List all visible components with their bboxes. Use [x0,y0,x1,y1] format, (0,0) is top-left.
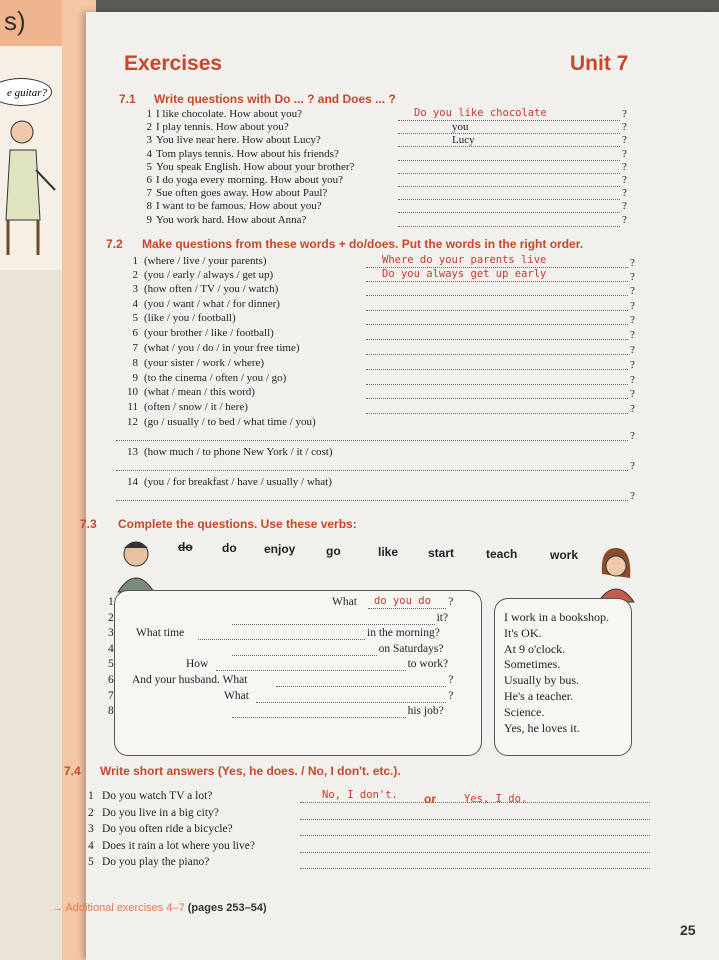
guitarist-illustration [0,110,60,260]
left-page [0,0,96,960]
exercise-heading: Complete the questions. Use these verbs: [118,517,357,531]
verb-option: like [378,544,399,559]
reply-text: He's a teacher. [504,689,574,703]
answer-line[interactable] [116,500,628,501]
question-mark: ? [622,108,627,120]
question-mark: ? [630,285,635,297]
reply-text: Yes, he loves it. [504,720,580,735]
item-number: 4 [88,839,94,852]
unit-tab [0,0,62,46]
item-number: 13 [127,446,138,458]
handwritten-answer: Do you like chocolate [414,107,547,119]
unit-tab-text: s) [4,6,26,36]
page-title: Exercises [124,52,223,75]
item-number: 12 [127,416,138,428]
reply-text: Science. [504,704,545,719]
item-number: 3 [108,627,114,640]
question-prompt: Do you watch TV a lot? [102,790,213,802]
question-start: And your husband. What [132,674,248,686]
item-number: 7 [108,689,114,702]
answer-line[interactable] [198,639,365,640]
question-mark: ? [630,329,635,341]
question-end: in the morning? [367,627,440,640]
item-number: 9 [146,213,152,226]
answer-line[interactable] [116,470,628,471]
answer-line[interactable] [398,160,620,161]
question-start: What time [136,627,185,640]
question-mark: ? [630,490,635,502]
word-prompt: (your brother / like / football) [144,327,274,339]
word-prompt: (how often / TV / you / watch) [144,283,279,295]
answer-line[interactable] [366,281,628,282]
question-end: his job? [407,705,444,718]
reply-text: Sometimes. [504,657,561,672]
reply-text: At 9 o'clock. [504,641,566,656]
answer-line[interactable] [366,295,628,296]
answer-line[interactable] [366,310,628,311]
item-number: 10 [127,386,138,398]
item-number: 11 [127,401,138,413]
answer-line[interactable] [366,324,628,325]
item-number: 3 [146,134,152,147]
item-number: 8 [132,357,138,369]
item-number: 5 [146,160,152,173]
question-mark: ? [630,460,635,472]
item-number: 5 [132,312,138,324]
question-end: ? [448,674,454,686]
word-prompt: (what / you / do / in your free time) [144,342,300,354]
unit-label: Unit 7 [570,52,629,75]
workbook-page [52,12,719,960]
question-mark: ? [622,147,627,160]
verb-option: go [326,543,341,558]
question-prompt: I want to be famous. How about you? [156,200,322,213]
question-prompt: I do yoga every morning. How about you? [156,174,343,186]
item-number: 1 [146,108,152,120]
question-end: to work? [407,658,449,671]
question-mark: ? [630,300,635,312]
question-mark: ? [622,174,627,186]
item-number: 2 [88,806,94,819]
answer-line[interactable] [366,384,628,385]
question-mark: ? [630,359,635,371]
answer-line[interactable] [398,186,620,187]
word-prompt: (you / want / what / for dinner) [144,298,280,310]
question-end: ? [448,689,454,702]
question-start: What [224,689,249,702]
answer-line[interactable] [116,440,628,441]
answer-line[interactable] [398,199,620,200]
question-bubble [114,590,482,756]
woman-illustration [594,544,638,604]
answer-line[interactable] [398,133,620,134]
question-start: How [186,658,209,671]
handwritten-answer: Where do your parents live [382,254,547,266]
question-end: ? [448,596,454,608]
question-start: What [332,596,357,608]
item-number: 14 [127,476,138,488]
item-number: 8 [146,200,152,213]
question-mark: ? [630,374,635,386]
item-number: 4 [146,147,152,160]
answer-line[interactable] [232,624,435,625]
item-number: 1 [108,596,114,608]
item-number: 6 [108,674,114,686]
answer-line[interactable] [300,852,650,853]
verb-option: teach [486,547,518,562]
question-mark: ? [622,134,627,147]
item-number: 9 [132,372,138,384]
answer-line[interactable] [300,819,650,820]
verb-option: enjoy [264,542,296,557]
answer-line[interactable] [368,608,446,609]
question-prompt: Do you live in a big city? [102,806,219,819]
word-prompt: (what / mean / this word) [144,386,255,398]
item-number: 2 [146,121,152,134]
additional-exercises-ref[interactable] [52,902,267,914]
question-mark: ? [630,403,635,415]
word-prompt: (often / snow / it / here) [144,401,248,413]
item-number: 7 [146,187,152,200]
answer-line[interactable] [276,686,446,687]
item-number: 6 [132,327,138,339]
page-number: 25 [680,922,696,938]
question-prompt: Do you often ride a bicycle? [102,823,233,836]
reply-text: I work in a bookshop. [504,610,609,624]
speech-bubble-text: e guitar? [6,87,47,99]
item-number: 3 [132,283,138,295]
item-number: 3 [88,823,94,836]
question-mark: ? [622,187,627,200]
answer-line[interactable] [216,670,406,671]
verb-option: do [222,541,237,556]
word-prompt: (how much / to phone New York / it / cost) [144,446,333,458]
handwritten-answer: Do you always get up early [382,268,547,280]
question-prompt: You speak English. How about your brother? [156,160,355,173]
item-number: 1 [88,790,94,802]
answer-line[interactable] [300,868,650,869]
word-prompt: (you / for breakfast / have / usually / what) [144,476,332,488]
answer-line[interactable] [366,398,628,399]
question-mark: ? [630,344,635,356]
exercise-number: 7.2 [106,237,123,251]
item-number: 8 [108,705,114,718]
handwritten-answer: Yes, I do. [464,793,528,805]
answer-line[interactable] [398,146,620,147]
answer-line[interactable] [366,354,628,355]
answer-suffix: Lucy [452,134,475,147]
question-mark: ? [622,121,627,134]
answer-line[interactable] [366,369,628,370]
exercise-heading: Make questions from these words + do/does. Put the words in the right order. [142,237,584,251]
man-illustration [112,534,160,594]
exercise-number: 7.1 [119,92,136,106]
answer-line[interactable] [300,835,650,836]
word-prompt: (where / live / your parents) [144,255,267,267]
handwritten-answer: No, I don't. [322,789,398,801]
pages-ref: (pages 253–54) [187,902,267,914]
question-prompt: Does it rain a lot where you live? [102,839,255,852]
question-prompt: Tom plays tennis. How about his friends? [156,147,339,160]
item-number: 7 [132,342,138,354]
question-prompt: You live near here. How about Lucy? [156,134,321,147]
question-mark: ? [622,200,627,213]
question-mark: ? [630,271,635,283]
exercise-number: 7.3 [80,517,97,531]
reply-text: Usually by bus. [504,673,579,688]
verb-option: do [178,540,193,554]
word-prompt: (like / you / football) [144,312,236,324]
question-mark: ? [630,314,635,326]
question-prompt: Sue often goes away. How about Paul? [156,187,328,200]
exercise-heading: Write short answers (Yes, he does. / No, I don't. etc.). [100,764,401,778]
additional-exercises-link[interactable]: → Additional exercises 4–7 [52,902,185,914]
answer-line[interactable] [398,173,620,174]
answer-line[interactable] [256,702,446,703]
word-prompt: (to the cinema / often / you / go) [144,372,287,384]
question-end: it? [436,611,449,624]
answer-line[interactable] [398,226,620,227]
answer-line[interactable] [232,717,406,718]
exercise-heading: Write questions with Do ... ? and Does ... ? [154,92,396,106]
item-number: 1 [132,255,138,267]
question-mark: ? [630,430,635,442]
answer-line[interactable] [366,339,628,340]
reply-text: It's OK. [504,625,542,640]
exercise-number: 7.4 [64,764,81,778]
word-prompt: (your sister / work / where) [144,357,265,369]
verb-option: work [550,548,579,563]
question-prompt: I like chocolate. How about you? [156,108,303,120]
item-number: 2 [132,269,138,281]
item-number: 5 [108,658,114,671]
or-label: or [424,792,436,806]
question-mark: ? [622,160,627,173]
question-prompt: I play tennis. How about you? [156,121,289,134]
answer-line[interactable] [398,212,620,213]
item-number: 5 [88,856,94,869]
question-end: on Saturdays? [378,642,444,655]
question-mark: ? [630,388,635,400]
answer-line[interactable] [366,413,628,414]
handwritten-answer: do you do [374,595,431,607]
word-prompt: (you / early / always / get up) [144,269,274,281]
answer-suffix: you [452,121,469,134]
verb-option: start [428,546,455,560]
question-mark: ? [630,257,635,269]
item-number: 4 [132,298,138,310]
item-number: 2 [108,611,114,624]
question-prompt: Do you play the piano? [102,856,210,869]
answer-line[interactable] [232,655,377,656]
question-prompt: You work hard. How about Anna? [156,213,307,226]
answer-line[interactable] [398,120,620,121]
item-number: 4 [108,642,114,655]
question-mark: ? [622,213,627,226]
item-number: 6 [146,174,152,186]
word-prompt: (go / usually / to bed / what time / you) [144,416,316,428]
